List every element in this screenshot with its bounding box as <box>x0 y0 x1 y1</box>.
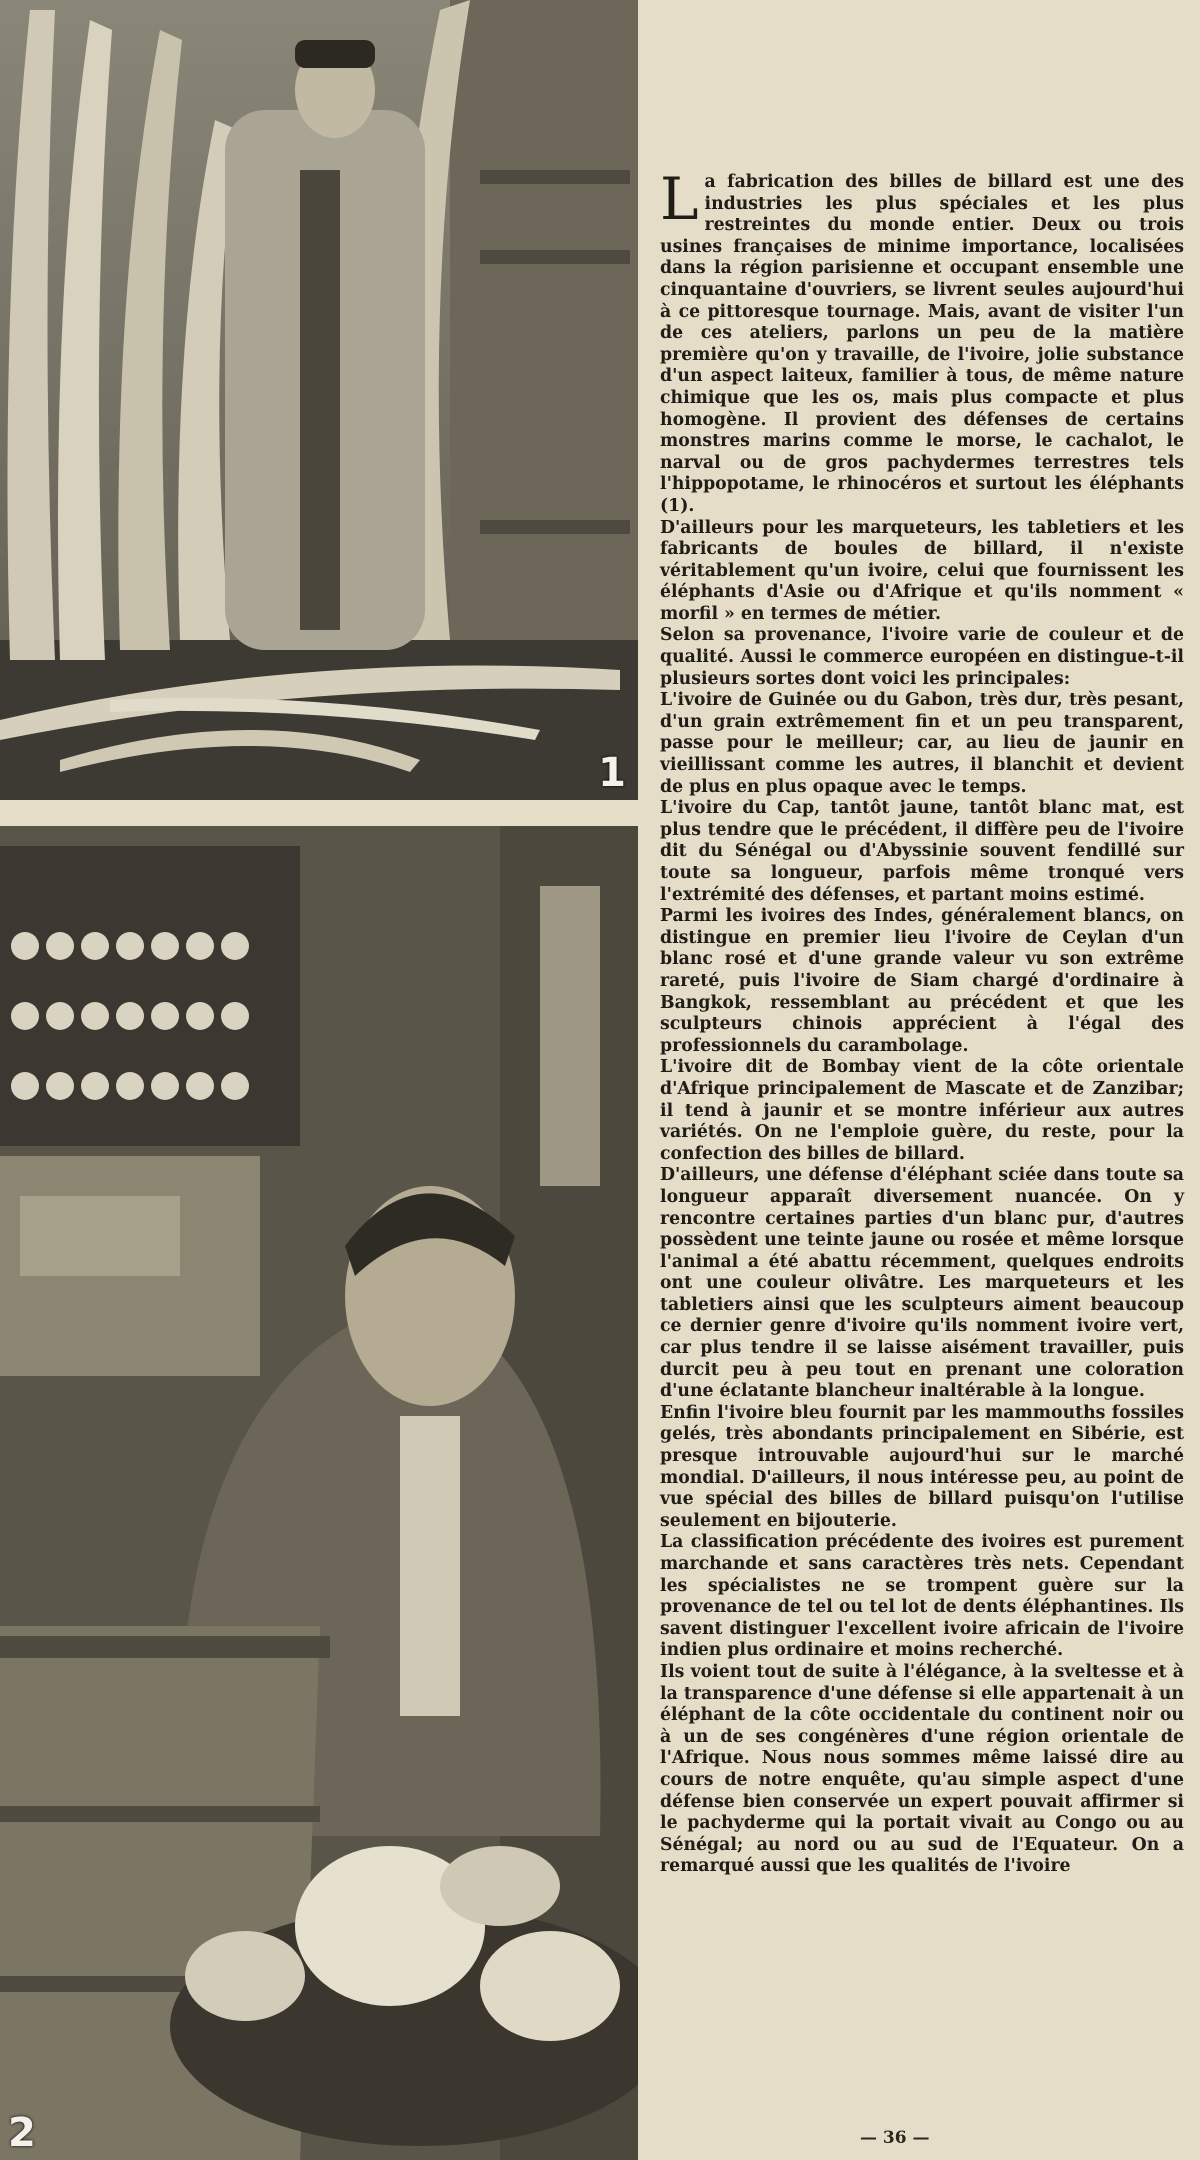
photo-tusks <box>0 0 638 800</box>
article-paragraph: L'ivoire dit de Bombay vient de la côte orientale d'Afrique principalement de Mascate et de Zanzibar; il tend à jaunir et se montre inférieur aux autres variétés. On ne l'emploie guère, du reste, pour la confection des billes de billard. <box>660 1057 1184 1164</box>
article-paragraph: La classification précédente des ivoires est purement marchande et sans caractères très nets. Cependant les spécialistes ne se trompent guère sur la provenance de tel ou tel lot de dents éléphantines. Ils savent distinguer l'excellent ivoire africain de l'ivoire indien plus ordinaire et moins recherché. <box>660 1532 1184 1661</box>
photo-tusks-illustration <box>0 0 638 800</box>
photo-number-1: 1 <box>598 750 626 796</box>
article-paragraph: Enfin l'ivoire bleu fournit par les mammouths fossiles gelés, très abondants principalement en Sibérie, est presque introuvable aujourd'hui sur le marché mondial. D'ailleurs, il nous intéresse peu, au point de vue spécial des billes de billard puisqu'on l'utilise seulement en bijouterie. <box>660 1402 1184 1531</box>
article-paragraph: Parmi les ivoires des Indes, généralement blancs, on distingue en premier lieu l'ivoire de Ceylan d'un blanc rosé et d'une grande valeur vu son extrême rareté, puis l'ivoire de Siam chargé d'ordinaire à Bangkok, ressemblant au précédent et que les sculpteurs chinois apprécient à l'égal des professionnels du carambolage. <box>660 906 1184 1056</box>
article-text <box>660 165 1184 1878</box>
article-paragraph: Selon sa provenance, l'ivoire varie de couleur et de qualité. Aussi le commerce européen en distingue-t-il plusieurs sortes dont voici les principales: <box>660 625 1184 689</box>
photo-number-2: 2 <box>8 2110 36 2156</box>
photo-worker-illustration <box>0 826 638 2160</box>
article-paragraph: L'ivoire du Cap, tantôt jaune, tantôt blanc mat, est plus tendre que le précédent, il diffère peu de l'ivoire dit du Sénégal ou d'Abyssinie souvent fendillé sur toute sa longueur, parfois même tronqué vers l'extrémité des défenses, et partant moins estimé. <box>660 798 1184 905</box>
photo-worker <box>0 826 638 2160</box>
paragraph-text: a fabrication des billes de billard est une des industries les plus spéciales et les plus restreintes du monde entier. Deux ou trois usines françaises de minime importance, localisées dans la région parisienne et occupant ensemble une cinquantaine d'ouvriers, se livrent seules aujourd'hui à ce pittoresque tournage. Mais, avant de visiter l'un de ces ateliers, parlons un peu de la matière première qu'on y travaille, de l'ivoire, jolie substance d'un aspect laiteux, familier à tous, de même nature chimique que les os, mais plus compacte et plus homogène. Il provient des défenses de certains monstres marins comme le morse, le cachalot, le narval ou de gros pachydermes terrestres tels l'hippopotame, le rhinocéros et surtout les éléphants (1). <box>660 172 1184 516</box>
article-paragraph: D'ailleurs, une défense d'éléphant sciée dans toute sa longueur apparaît diversement nuancée. On y rencontre certaines parties d'un blanc pur, d'autres possèdent une teinte jaune ou rosée et même lorsque l'animal a été abattu récemment, quelques endroits ont une couleur olivâtre. Les marqueteurs et les tabletiers ainsi que les sculpteurs aiment beaucoup ce dernier genre d'ivoire qu'ils nomment ivoire vert, car plus tendre il se laisse aisément travailler, puis durcit peu à peu tout en prenant une coloration d'une éclatante blancheur inaltérable à la longue. <box>660 1165 1184 1402</box>
drop-cap: L <box>660 165 699 233</box>
article-paragraph: Ils voient tout de suite à l'élégance, à la sveltesse et à la transparence d'une défense si elle appartenait à un éléphant de la côte occidentale du continent noir ou à un de ses congénères d'une région orientale de l'Afrique. Nous nous sommes même laissé dire au cours de notre enquête, qu'au simple aspect d'une défense bien conservée un expert pouvait affirmer si le pachyderme qui la portait vivait au Congo ou au Sénégal; au nord ou au sud de l'Equateur. On a remarqué aussi que les qualités de l'ivoire <box>660 1661 1184 1877</box>
article-paragraph <box>660 165 1184 518</box>
article-paragraph: D'ailleurs pour les marqueteurs, les tabletiers et les fabricants de boules de billard, il n'existe véritablement qu'un ivoire, celui que fournissent les éléphants d'Asie ou d'Afrique et qu'ils nomment « morfil » en termes de métier. <box>660 517 1184 624</box>
article-paragraph: L'ivoire de Guinée ou du Gabon, très dur, très pesant, d'un grain extrêmement fin et un peu transparent, passe pour le meilleur; car, au lieu de jaunir en vieillissant comme les autres, il blanchit et devient de plus en plus opaque avec le temps. <box>660 690 1184 797</box>
page-number: — 36 — <box>860 2128 930 2148</box>
